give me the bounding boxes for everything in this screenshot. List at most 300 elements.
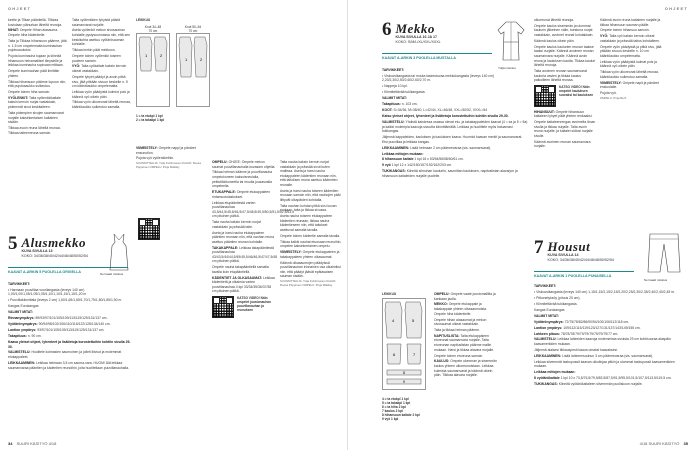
paragraph-text: OHJEE: Ompele mekon saumat puuvillanauhalla kuvasam ohjeilla. — [212, 160, 276, 169]
paragraph-text: Leikkaa takapääntiestä puuvillanauhaa 43/43,5/44/44,5/45/45,5/46/46,5/47/47,5/48 cm pituinen pätkä. — [212, 245, 278, 264]
paragraph-heading: TUKIKANGAS: — [534, 382, 558, 387]
colF-paragraph — [382, 169, 528, 178]
dress-illustration — [494, 20, 528, 64]
column-b — [72, 18, 132, 112]
colG-paragraph — [434, 359, 498, 377]
item-6-link-row — [382, 52, 492, 60]
paragraph-text: 1 kpl 12 x 142/150/157/192/162/203 cm. — [391, 163, 453, 168]
paragraph-text: Yhdistä kahdessa osassa olevat etu- ja takakappaleiden kaavat (4 = sa ja 5 = 5a) ja kaikki molempia kaavoja sivuutta kiinnittämällä. Leikkaa ja huolittele myös haluamasi tukikangas. — [382, 120, 528, 134]
paragraph-text: Tilkkaa lenkin päät mekkoon. — [72, 48, 116, 53]
column-g — [434, 292, 498, 379]
cutting-size-2: Koot 50–54 — [184, 25, 202, 29]
colF-paragraph — [382, 135, 528, 144]
colJ-paragraph — [534, 302, 684, 307]
cutting-size-1: Koot 34–48 — [144, 25, 162, 29]
colA_bottom-paragraph — [8, 316, 132, 321]
colB-paragraph — [72, 75, 132, 89]
paragraph-heading: VIIMEISTELY: — [600, 80, 622, 85]
normal-sizing-label-5: Normaali mitoitus — [100, 272, 124, 276]
paragraph-heading: Leikkaa mittojen mukaan: — [534, 370, 576, 375]
paragraph-text: Taita avoimen reunan saumanvarat kauluria vasten ja tikkaa kaulus paikoilleen läheltä reunaa. — [534, 69, 587, 83]
colA-paragraph — [8, 96, 68, 110]
item-5-number: 5 — [8, 233, 18, 254]
paragraph-text: Taita nauha kaksin kerroin nurjat vastakkain ja prässää taite. — [212, 220, 261, 229]
item-7-sub1: KUVA SIVULLA 14 — [547, 253, 579, 257]
colH-paragraph — [534, 45, 596, 68]
slip-dress-illustration — [104, 232, 134, 272]
colJ-paragraph — [534, 370, 684, 375]
paragraph-text: 78/78/78/79/79/79/79/79/79/79/77 cm. — [560, 331, 619, 336]
paragraph-text: Ompele nauha takapääntiellä samalla tavalla kuin etupääntiellä. — [212, 265, 269, 274]
qr-code[interactable] — [212, 296, 234, 318]
colE-paragraph — [280, 204, 342, 213]
colB-paragraph — [72, 28, 132, 46]
colH-paragraph — [534, 39, 596, 44]
paragraph-text: 1 kpl 10 x 73,5/76,5/79,5/83,5/87,5/91,5/95,5/101,5/107,5/113,5/119,5 cm. — [560, 376, 672, 381]
piece-label-1: 1 — [145, 53, 148, 58]
paragraph-text: Aseta vyölenkit mekon sivusauman kohdalle pystysuunnassa niin, että sen keskikohta asettuu vyötärösauman kohdalle. — [72, 28, 131, 47]
paragraph-text: Tilkkaa avoin reuna läheltä reunaa. Tilkkaa taiteenreuna samoin. — [8, 126, 61, 135]
paragraph-text: Ompele kuminauhan päät limittäin yhteen. — [8, 69, 60, 78]
colA_bottom-paragraph — [8, 304, 132, 309]
paragraph-text: Leikkaa siivemmät taskupussit kaavan ulkolinjaa pitkin ja ulommat taskupussit kaavamerkkien mukaan. — [534, 359, 675, 369]
cutting-legend-item: 4 = ta etukpl 1 kpl — [382, 397, 409, 401]
colB-paragraph — [72, 18, 132, 27]
item-7-rule — [534, 271, 634, 272]
colB-paragraph — [72, 54, 132, 63]
paragraph-text: • Kiinnitettävää tukikangasta. — [382, 90, 426, 95]
paragraph-text: Ompele toinen hiha samoin. — [8, 90, 51, 94]
paragraph-text: ulkoreunat läheltä reunoja. — [534, 18, 574, 22]
colB-paragraph — [72, 48, 132, 53]
paragraph-heading: HIHANSUUT: — [534, 109, 555, 114]
paragraph-heading: NIHAT: — [8, 28, 19, 33]
colG-paragraph — [434, 292, 498, 301]
item-6-rule — [382, 53, 492, 54]
cutting-legend-item: 9 vyö 1 kpl — [382, 417, 399, 421]
paragraph-text: Ompele hihansuun kaitaleen lyhyet päät yhteen renkaaksi. — [534, 109, 593, 119]
paragraph-text: Ompele kaitaleenrengas avoimelta ilman sivulla ja tikkaa nurjalle. Taita avoin reuna nurjalle, ja kaitalei sidiosi nurjalle sivulle. — [534, 120, 596, 138]
paragraph-heading: VALMISTELU: — [382, 120, 405, 125]
colA-paragraph — [8, 28, 68, 37]
paragraph-text: Ompele hihan alasaumat ja mekon sivusaumat oikeat vastakkain. — [434, 317, 487, 327]
paragraph-text: Käännä avoimen reunan saumanvara nurjalle. — [534, 139, 591, 149]
colF-paragraph — [382, 152, 528, 157]
colF-paragraph — [382, 146, 528, 151]
colI-paragraph — [600, 28, 662, 33]
paragraph-heading: TARVIKKEET: — [382, 68, 405, 72]
footer-left — [8, 441, 56, 446]
paragraph-heading: 8 vyötärökaitale — [534, 376, 560, 381]
cutting-layout-1 — [136, 18, 212, 122]
colH-paragraph — [534, 69, 596, 83]
paragraph-heading: LEIKKAAMINEN: — [382, 145, 410, 150]
piece-label-4: 2 — [200, 57, 203, 62]
paragraph-text: Ompele etukappale ja takakappale yhteen olkasaumoista. Ompele hiha kädentielle. — [434, 302, 487, 316]
paragraph-text: Pujota vyö. — [600, 91, 617, 96]
paragraph-heading: Rinnanympärys: — [8, 316, 35, 321]
paragraph-text: Lisää lahkeensuuhun 3 cm päärmevaraa (sis. saumanvarat). — [562, 353, 654, 358]
colF-paragraph — [382, 114, 528, 119]
colF-paragraph — [382, 102, 528, 107]
item-6-sub2: KOKO: S/M/L/XL/XXL/XXXL — [395, 39, 441, 44]
item-5-sub1: KUVA SIVULLA 13 — [21, 249, 53, 253]
paragraph-heading: Katso yleiset ohjeet, lyhenteet ja lisätietoja korostettuihin kohtiin sivulla 29-30. — [382, 114, 509, 119]
paragraph-text: 1 kpl 16 x 53/54/56/58/60/61 cm. — [414, 157, 464, 162]
paragraph-heading: VIIMEISTELY: — [136, 146, 158, 150]
item-6-sub1: KUVA SIVULLA 16 JA 17 — [395, 35, 437, 39]
paragraph-heading: VALMISTELU: — [8, 350, 31, 355]
paragraph-text: S=34/36, M=38/40, L=42/44, XL=46/48, XXL=50/52, XXXL=54 — [393, 108, 488, 113]
colE-paragraph — [280, 240, 342, 249]
column-f — [382, 68, 528, 180]
paragraph-heading: KAULUS: — [434, 359, 450, 364]
colI-paragraph — [600, 91, 662, 96]
page-header-left: OHJEET — [8, 6, 32, 11]
paragraph-text: Käännä avoin reuna kaitaleen nurjalle ja tikkaa hihansuun sauman päälle. — [600, 18, 661, 27]
cutting-width-2: 70 cm — [188, 29, 198, 33]
colG-paragraph — [434, 334, 498, 352]
paragraph-text: Ompele toinen kädentie samalla tavalla. — [280, 233, 341, 238]
paragraph-text: Jäljennä alaisesi tikkauspesti kaava omaksi kaavaksesi. — [534, 347, 618, 352]
colA_bottom-paragraph — [8, 361, 132, 370]
item-6-title-block — [382, 19, 492, 44]
colE-paragraph — [280, 261, 342, 279]
colI-paragraph — [600, 34, 662, 43]
colI-paragraph — [600, 81, 662, 90]
column-b-paragraphs — [72, 18, 132, 110]
paragraph-text: Taita etukappaleen etureunat saumanvara nurjalle. Taita etureunan napituslistan päärme mallin mukaan. Harsi ja tikkaa alavara nurjalle. — [434, 333, 495, 352]
colC_top-paragraph — [136, 146, 208, 155]
credits-c: SUUNNITTELIJA: Tuija Kulnhmanen KAAVA: Roosa Pöppönen OMPELU: Pinja Mäkilay — [136, 161, 201, 170]
item-6-number: 6 — [382, 19, 392, 40]
paragraph-heading: VYÖLENKIT: — [8, 95, 29, 100]
paragraph-text: Tilkkaa hihansuun päärme lopoun niin, että pujotusaukko sulkeutuu. — [8, 79, 66, 89]
colB-paragraph — [72, 64, 132, 73]
paragraph-text: • Viskoosikangasta (leveys 140 cm) 1,15/1,15/2,15/2,15/2,20/2,25/2,30/2,35/2,40/2,40/2,45 m. — [534, 289, 675, 294]
cutting-layout-6 — [382, 292, 432, 421]
paragraph-heading: 8 hihansuun kaitale — [382, 157, 414, 162]
paragraph-text: • Kiinnitettävää tukikangasta. — [534, 301, 578, 306]
paragraph-text: 72/75/78/82/86/90/94/100/106/112/118 cm. — [564, 319, 629, 324]
piece-label-8: 8 — [403, 371, 405, 375]
colA-paragraph — [8, 18, 68, 27]
colD-paragraph — [212, 231, 276, 245]
colD-paragraph — [212, 220, 276, 229]
paragraph-text: Käännä kaulus oikein päin. — [534, 38, 575, 43]
paragraph-heading: Vyötärönympärys: — [8, 322, 38, 327]
paragraph-text: Taita ja tikkaa helman päärme. — [434, 328, 480, 332]
paragraph-heading: MEKKO: — [434, 302, 448, 307]
paragraph-text: • Nappeja 10 kpl. — [382, 84, 408, 89]
right-page — [348, 0, 696, 450]
paragraph-heading: KOOT: — [382, 108, 393, 113]
colJ-paragraph — [534, 320, 684, 325]
paragraph-heading: TARVIKKEET: — [8, 282, 31, 286]
colA_bottom-paragraph — [8, 288, 132, 297]
colD-paragraph — [212, 160, 276, 169]
paragraph-text: Käännä olkasaumojen päädyissä puuvillanauhan irtonainen osa olkaimiksi niin, että päädyt jäävät epätasaisen sauman sisään. — [280, 260, 341, 279]
colF-paragraph — [382, 90, 528, 95]
cutting-size-group-1 — [136, 25, 170, 112]
colH2-paragraph — [534, 120, 596, 138]
colA-paragraph — [8, 39, 68, 53]
paragraph-heading: OMPELU: — [434, 292, 450, 296]
cutting-diagram-2 — [176, 33, 210, 107]
paragraph-heading: KÄDENTIET JA OLKASAUMAT: — [212, 275, 263, 280]
colA_bottom-paragraph — [8, 334, 132, 339]
qr-code-c[interactable] — [138, 218, 160, 240]
item-5-sub2: KOKO: 34/36/38/40/42/44/46/48/50/52/54 — [21, 253, 88, 258]
colH2-paragraph — [534, 140, 596, 149]
paragraph-text: Aseta nauha toiseen etukappaleen kädentien reunaan, tikkaa nauha kädentieseen niin, että taitokset asettuvat samalla tavalla. — [280, 214, 333, 232]
colD-paragraph — [212, 190, 276, 199]
piece-label-7: 7 — [413, 352, 416, 357]
piece-label-9: 9 — [403, 380, 405, 384]
paragraph-text: Ompele lyhyet päädyt ja avoin pitkä sivu, jätä pitkään sivuun keskelle n. 5 cm kääntöaukko ompelematta. — [72, 74, 128, 89]
colG-paragraph — [434, 328, 498, 333]
cutting-layout-label: LEIKKUU — [136, 18, 151, 22]
colJ-paragraph — [534, 308, 684, 313]
colH2-paragraph — [534, 110, 596, 119]
cutting-layout-6-label: LEIKKUU — [382, 292, 397, 296]
colD-paragraph — [212, 200, 295, 219]
paragraph-text: Ompele nappi ja pänäret ensunutlon. — [136, 146, 196, 155]
colJ-paragraph — [534, 332, 684, 337]
paragraph-text: Kiinnitä silmuhan kauluriin, saumittan kauluksen, napituslistan alavarjon ja hihansuun kaitaleiden nurjalle puolelle. — [382, 169, 518, 178]
cutting-size-group-2 — [176, 25, 210, 112]
paragraph-text: Ompele toinen hihansuu samoin. — [600, 28, 650, 33]
cutting-width-1: 70 cm — [148, 29, 158, 33]
colA_bottom-paragraph — [8, 322, 132, 327]
katso-video-text: KATSO VIDEO! Näin ompelet joustonauhan puuvillanauhan ja reunuksen — [237, 295, 272, 312]
paragraph-text: Aseta ja harsi nauha etukappaleen pääntien reunaan niin, että nauhan reuna asettuu pääntien reunan kohdalle. — [212, 230, 275, 244]
paragraph-text: Leikkaa kädentietä ja olkaimia varten puuvillanauhaa 4 kpl 33/34/35/36/37/38 cm pituinen pätkä. — [212, 275, 275, 294]
paragraph-heading: TUKIKANGAS: — [382, 169, 406, 174]
paragraph-text: 109/112/115/119/123/127/131/137/143/149/155 cm. — [563, 325, 641, 330]
piece-label-3: 1 — [185, 57, 188, 62]
cutting-legend-1: 1 = ta etukpl 1 kpl — [136, 114, 163, 118]
paragraph-text: Kangas Eurokangas — [8, 304, 39, 309]
colJ-paragraph — [534, 360, 684, 369]
column-i — [600, 18, 662, 102]
item-5-link[interactable]: KAAVAT A-ARKIN 5 PUOLELLA ORIGELLA — [8, 270, 82, 274]
paragraph-text: Taita vyö kaksin kerroin oikeat vastakkain ja prässää taitos kohdalleen. — [600, 34, 660, 43]
magazine-name-left: SUURI KÄSITYÖ 4/18 — [16, 441, 57, 446]
colJ-paragraph — [534, 337, 684, 346]
item-7-link[interactable]: KAAVAT A-ARKIN 1 PUOLELLA PUNAISELLA — [534, 274, 612, 278]
paragraph-text: Huolitele kolmasien saumoinen ja jolleti liisivut ja molemmat etukappaleet. — [8, 350, 122, 360]
colI-paragraph — [600, 70, 662, 79]
page-number-left: 34 — [8, 441, 13, 446]
colJ-paragraph — [534, 296, 684, 301]
paragraph-text: n. 90 cm. — [27, 334, 42, 339]
paragraph-text: • Harmaan puuvillaa voorilangasta (leveys 140 cm) 1,00/1,00/1,05/1,05/1,05/1,10/1,10/1,15/1,15/1,20 m — [8, 287, 87, 297]
normal-sizing-label-7: Normaali mitoitus — [644, 278, 668, 282]
cutting-legend-item: 5 = ta takakpl 1 kpl — [382, 401, 411, 405]
paragraph-heading: VYÖ: — [600, 34, 609, 39]
qr-code-h[interactable] — [534, 85, 556, 107]
paragraph-text: Kiinnitä vyötärökaitaleen siivemmän puoliskoon nurjalle. — [558, 382, 643, 387]
page-header-right: OHJEET — [664, 6, 688, 11]
colH-paragraph — [534, 24, 596, 38]
colD-paragraph — [212, 246, 276, 264]
colJ-paragraph — [534, 314, 684, 319]
paragraph-text: Ompele etukappaleen ja takakappaleen yhteen olkasaumat. — [280, 250, 340, 259]
paragraph-text: keelle ja Tilkan pääntiellä. Tilkkaa kuviolaan ylänurkan läheltä reunoja. — [8, 18, 63, 27]
colJ-paragraph — [534, 348, 684, 353]
colB-paragraph — [72, 100, 132, 109]
colD-paragraph — [212, 265, 276, 274]
paragraph-text: Taita pidempien sivujen saumanvarat nurjalle kaksinkertaisen kaitaleen sisään. — [8, 110, 64, 125]
colA-paragraph — [8, 111, 68, 125]
colA_bottom-paragraph — [8, 350, 132, 359]
colB-paragraph — [72, 90, 132, 99]
paragraph-heading: VALMIIT MITAT: — [534, 313, 559, 318]
paragraph-text: Ompele vyön päädyistä ja pitkä sivu, jätä pitkään sivuun keskelle n. 10 cm kääntöaukko ompelematta. — [600, 44, 662, 58]
colE-paragraph — [280, 214, 342, 232]
paragraph-heading: 9 vyö — [382, 163, 391, 168]
paragraph-text: Leikkaa etupääntiestä varten puuvillanauhaa 43,5/44,5/45,5/46,5/47,5/48,5/49,5/50,5/51,5/52,5/53,5 cm pituinen pätkä. — [212, 200, 295, 219]
colE-paragraph — [280, 189, 342, 203]
colI-paragraph — [600, 60, 662, 69]
colE-paragraph — [280, 234, 342, 239]
colG-paragraph — [434, 354, 498, 359]
colF-paragraph — [382, 157, 528, 162]
cutting-legend-item: 6 = ta hiha 2 kpl — [382, 405, 406, 409]
item-6-link[interactable]: KAAVAT A-ARKIN 3 PUOLELLA MUSTALLA — [382, 56, 456, 60]
colF-paragraph — [382, 74, 528, 83]
colD-paragraph — [212, 170, 276, 188]
item-7-title-block — [534, 237, 634, 262]
paragraph-heading: LEIKKAAMINEN: — [534, 353, 562, 358]
paragraph-text: • Pitkonetyksöy (pituus 20 cm). — [534, 295, 581, 300]
paragraph-text: Ompele Hihan alasauma. Ompele hiha kädentielle. — [8, 28, 59, 38]
paragraph-text: Tilkkaa helman käänne ja puuvillanauha ompelukoneen kaksoisneulalla, peittotikkikoneella tai muulla jousasvalla ompeleella. — [212, 170, 273, 189]
trousers-illustration — [644, 232, 684, 276]
colC_top-paragraph — [136, 156, 208, 161]
paragraph-heading: VALMIIT MITAT: — [382, 96, 407, 101]
paragraph-text: 90/94/98/102/106/110/116/122/128/134/140 cm. — [38, 322, 111, 327]
paragraph-text: Leikkaa lahkeiden kaavoja molemmista sivuista 29 cm kohtisuoraa alaspäin kaavamerkkien mukaan. — [534, 337, 671, 346]
colJ-paragraph — [534, 284, 684, 289]
colA-paragraph — [8, 126, 68, 135]
katso-video-h: KATSO VIDEO! Näin ompelet kauluksen suoraksi tai kauluksen — [559, 84, 594, 97]
paragraph-text: Ompele ulomman ja sisemmän kaulus yhteen ulkoreunoistaan. Leikkaa kulmista saumanvarat ja käännä oikein päin. Tilkkaa alavara nurjalle. — [434, 359, 497, 378]
paragraph-text: • Viskoosikangasta tai muuta laskeutuvaa mekkokangasta (leveys 140 cm) 2,20/2,30/2,50/2,60/2,60/2,70 m. — [382, 73, 494, 83]
paragraph-text: Taita vyölenkkikaitale kaksin kerroin nurjat vastakkain, pidemmät sivut keskitaiteen. — [8, 95, 61, 110]
paragraph-heading: VYÖ: — [72, 64, 81, 69]
paragraph-heading: Kaava yleiset ohjeet, lyhenteet ja lisätietoja korostettuihin kohtiin sivulla 29-30. — [8, 339, 131, 349]
paragraph-text: Tikkaa kaikki nauhat etuosaan reunoihin, ompelee kaksinkertainen ompelu. — [280, 239, 342, 249]
piece-label-5: 5 — [412, 318, 415, 323]
cutting-legend-item: 7 kaulus 2 kpl — [382, 409, 403, 413]
paragraph-heading: TAKAKAPPALE: — [212, 245, 239, 250]
colD-paragraph — [212, 276, 276, 294]
column-e — [280, 160, 342, 289]
cutting-legend-item: 8 hihansuun kaitale 2 kpl — [382, 413, 420, 417]
paragraph-heading: Vyötärönympärys: — [534, 319, 564, 324]
piece-label-2: 2 — [160, 53, 163, 58]
column-a — [8, 18, 68, 136]
paragraph-text: Jäljennä kappaleiden, kauluksen ja kauluksen kaava. Huomioi kaavan merkit ja saumanvarat. Etsi puuvillaa ja leikkaa kangas. — [382, 135, 523, 144]
item-7-sub2: KOKO: 34/36/38/40/42/44/46/48/50/52/54 — [547, 257, 614, 262]
paragraph-text: • Puuvillakiinnittala (leveys 2 cm) 1,60/1,65/1,65/1,70/1,75/1,80/1,85/1,90 m — [8, 298, 122, 303]
paragraph-text: Tilkkaa vyön ulkoreunat läheltä reunaa, kääntöaukko sulkeutuu samalla. — [72, 100, 131, 110]
colF-paragraph — [382, 68, 528, 73]
piece-label-6: 6 — [393, 352, 396, 357]
colJ-paragraph — [534, 382, 684, 387]
paragraph-text: Taita vyökaitale kaksin kerroin oikeat vastakkain. — [72, 64, 127, 74]
paragraph-text: 93/97/101/105/109/113/119/125/131/137 cm. — [37, 328, 105, 333]
colA-paragraph — [8, 80, 68, 89]
paragraph-text: Ompele toinen vyölenkki toiseen puoleen samoin. — [72, 54, 121, 63]
colF-paragraph — [382, 163, 528, 168]
colH-paragraph — [534, 18, 596, 23]
paragraph-text: Ompele kaulus sisemmän ja ulommat kaulurin jälkeinen välin, tuestuna nurjat vastakkain, avoimet reunat kohdakkain. — [534, 23, 594, 38]
colG-paragraph — [434, 302, 498, 316]
paragraph-text: Taita nauhan kohdan pitkä sivu kuvan mukaan, taita ja tikkaa sivussa. — [280, 203, 337, 213]
column-j — [534, 284, 684, 388]
colI-paragraph — [600, 45, 662, 59]
paragraph-text: n. 103 cm. — [401, 102, 418, 107]
paragraph-heading: VALMISTELU: — [534, 337, 557, 342]
column-a-bottom — [8, 282, 132, 371]
credits-e: SUUNNITTELIJA: Tuija Kulnhmanen KAAVA: Roosa Pöppönen OMPELU: Pinja Mäkilay — [280, 279, 337, 287]
paragraph-text: Kangas Eurokangas — [534, 307, 565, 312]
paragraph-text: Ompele toinen etureuna samoin. — [434, 353, 484, 358]
paragraph-text: Taita vyölenkkien lyhyistä päistä saumanvarat nurjalle. — [72, 18, 121, 27]
footer-right — [640, 441, 688, 446]
colA-paragraph — [8, 69, 68, 78]
colI-paragraph — [600, 18, 662, 27]
colF-paragraph — [382, 84, 528, 89]
paragraph-heading: TARVIKKEET: — [534, 284, 557, 288]
item-7-number: 7 — [534, 237, 544, 258]
colA-paragraph — [8, 54, 68, 68]
paragraph-text: Pujota kuminauha kujaan ja kiinnitä hihansuun helvamallisel tiinyslelle ja leikkaa kuminauha sopivaan mittaan. — [8, 54, 64, 68]
cutting-diagram-6 — [382, 298, 426, 390]
paragraph-heading: Takapituus: — [382, 102, 401, 107]
colA-paragraph — [8, 90, 68, 95]
paragraph-heading: NAPITUSLISTA: — [434, 333, 460, 338]
paragraph-heading: Leikkaa mittojen mukaan: — [382, 151, 424, 156]
paragraph-text: Tilkkaa vyön ulkoreunat läheltä reunaa, kääntöaukko sulkeutuu samalla. — [600, 70, 659, 79]
paragraph-heading: OMPELU: — [212, 160, 228, 164]
paragraph-heading: Lantion ympärys: — [534, 325, 563, 330]
colA_bottom-paragraph — [8, 298, 132, 303]
paragraph-text: Ompele vaate joustomallilla ja kankaan jaolla. — [434, 292, 496, 301]
paragraph-text: 89/93/97/101/105/109/113/119/125/131/137 cm. — [35, 316, 108, 321]
colJ-paragraph — [534, 290, 684, 295]
page-number-right: 35 — [683, 441, 688, 446]
paragraph-heading: ETUKAPPALE: — [212, 190, 236, 195]
paragraph-text: Leikkaa vyön päädyistä kulmat pois ja käännä vyö oikein päin. — [600, 59, 657, 69]
paragraph-heading: LEIKKAAMINEN: — [8, 360, 36, 365]
colA_bottom-paragraph — [8, 328, 132, 333]
colE-paragraph — [280, 160, 342, 187]
item-6-title: Mekko — [395, 21, 435, 36]
paragraph-heading: Lantion ympärys: — [8, 328, 37, 333]
item-7-link-row — [534, 270, 634, 278]
paragraph-heading: VIIMEISTELY: — [280, 250, 302, 255]
column-c — [136, 146, 208, 171]
paragraph-text: Aseta ja harsi nauha toiseen kädentien reunaan samoin niin, että nauhojen päät liittyvät olkapäiden kohdalla. — [280, 188, 341, 202]
column-h — [534, 18, 596, 150]
cutting-diagram-1 — [136, 33, 170, 107]
paragraph-text: Ompele napit ja pänäret ensiuolatle. — [600, 80, 659, 90]
paragraph-text: Lisää helmaan 2 cm päärmevaraa (sis. saumanvarat). — [410, 145, 492, 150]
